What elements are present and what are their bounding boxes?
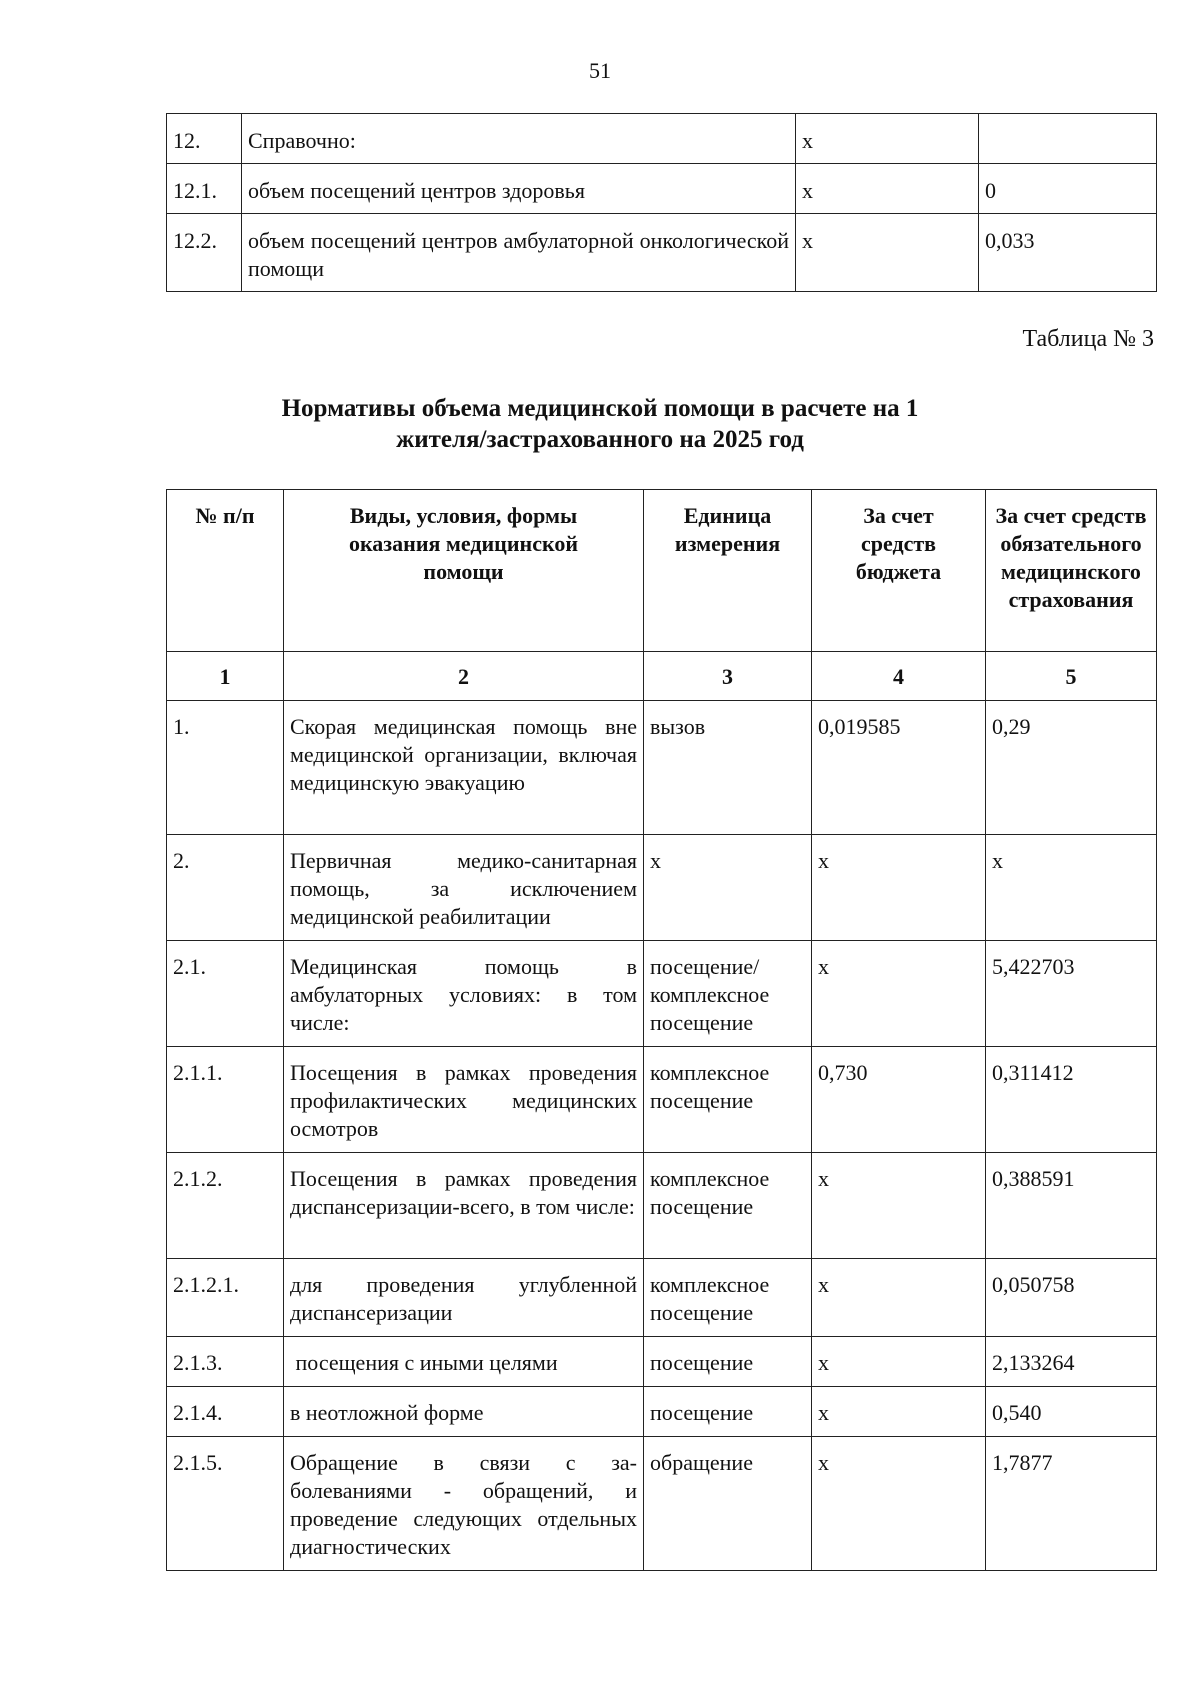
row-number: 12.1.: [167, 164, 242, 214]
row-number: 2.: [167, 835, 284, 941]
table-row: [167, 1047, 1157, 1153]
row-budget: х: [812, 1259, 986, 1337]
row-name: Посещения в рамках проведения профилактических медицинских осмотров: [284, 1047, 644, 1153]
row-unit: вызов: [644, 701, 812, 835]
row-number: 2.1.2.1.: [167, 1259, 284, 1337]
column-number: 4: [812, 652, 986, 701]
header-cell: За счет средств обязательного медицинского страхования: [986, 490, 1157, 652]
header-row: [167, 490, 1157, 652]
row-col4: 0: [979, 164, 1157, 214]
row-budget: х: [812, 941, 986, 1047]
row-unit: х: [644, 835, 812, 941]
header-cell: Единица измерения: [644, 490, 812, 652]
row-name: Медицинская помощь в амбулаторных условиях: в том числе:: [284, 941, 644, 1047]
table-row: [167, 214, 1157, 292]
row-oms: 0,388591: [986, 1153, 1157, 1259]
row-budget: х: [812, 1387, 986, 1437]
row-col3: х: [796, 214, 979, 292]
column-number: 2: [284, 652, 644, 701]
row-number: 2.1.3.: [167, 1337, 284, 1387]
row-oms: 5,422703: [986, 941, 1157, 1047]
row-name: объем посещений центров здоровья: [242, 164, 796, 214]
row-budget: х: [812, 1153, 986, 1259]
table-row: [167, 1387, 1157, 1437]
document-title: [0, 393, 1200, 455]
row-col3: х: [796, 114, 979, 164]
row-number: 2.1.4.: [167, 1387, 284, 1437]
table-row: [167, 1337, 1157, 1387]
column-number: 1: [167, 652, 284, 701]
row-oms: 0,311412: [986, 1047, 1157, 1153]
row-oms: х: [986, 835, 1157, 941]
row-name: Посещения в рамках проведения диспансеризации-всего, в том числе:: [284, 1153, 644, 1259]
row-number: 1.: [167, 701, 284, 835]
header-cell: № п/п: [167, 490, 284, 652]
row-unit: комплексное посещение: [644, 1153, 812, 1259]
row-unit: посещение/ комплексное посещение: [644, 941, 812, 1047]
column-number: 3: [644, 652, 812, 701]
row-oms: 2,133264: [986, 1337, 1157, 1387]
table-row: [167, 1153, 1157, 1259]
page-number: 51: [589, 58, 611, 83]
header-cell: Виды, условия, формы оказания медицинской помощи: [284, 490, 644, 652]
row-number: 2.1.1.: [167, 1047, 284, 1153]
row-name: объем посещений центров амбулаторной онкологической помощи: [242, 214, 796, 292]
row-number: 2.1.5.: [167, 1437, 284, 1571]
reference-table: [166, 113, 1157, 292]
row-oms: 0,29: [986, 701, 1157, 835]
table-row: [167, 701, 1157, 835]
row-unit: обращение: [644, 1437, 812, 1571]
row-unit: посещение: [644, 1387, 812, 1437]
table-row: [167, 164, 1157, 214]
title-line-1: Нормативы объема медицинской помощи в расчете на 1: [281, 395, 919, 422]
column-number: 5: [986, 652, 1157, 701]
row-name: в неотложной форме: [284, 1387, 644, 1437]
row-col4: [979, 114, 1157, 164]
row-unit: комплексное посещение: [644, 1047, 812, 1153]
norms-table: [166, 489, 1157, 1571]
table-row: [167, 1437, 1157, 1571]
table-row: [167, 1259, 1157, 1337]
row-name: Скорая медицинская помощь вне медицинской организации, включая медицинскую эвакуацию: [284, 701, 644, 835]
row-oms: 0,540: [986, 1387, 1157, 1437]
row-budget: х: [812, 1337, 986, 1387]
row-name: Первичная медико-санитарная помощь, за исключением медицинской реабилитации: [284, 835, 644, 941]
column-number-row: [167, 652, 1157, 701]
row-number: 12.: [167, 114, 242, 164]
row-name: Обращение в связи с за-болеваниями - обращений, и проведение следующих отдельных диагностических: [284, 1437, 644, 1571]
title-line-2: жителя/застрахованного на 2025 год: [396, 426, 804, 453]
row-col4: 0,033: [979, 214, 1157, 292]
row-name: Справочно:: [242, 114, 796, 164]
table-row: [167, 114, 1157, 164]
row-name: посещения с иными целями: [284, 1337, 644, 1387]
row-oms: 1,7877: [986, 1437, 1157, 1571]
row-budget: х: [812, 1437, 986, 1571]
table-caption: Таблица № 3: [1022, 326, 1154, 352]
row-budget: 0,730: [812, 1047, 986, 1153]
row-budget: 0,019585: [812, 701, 986, 835]
header-cell: За счет средств бюджета: [812, 490, 986, 652]
row-number: 2.1.2.: [167, 1153, 284, 1259]
table-row: [167, 941, 1157, 1047]
row-name: для проведения углубленной диспансеризации: [284, 1259, 644, 1337]
row-number: 12.2.: [167, 214, 242, 292]
row-oms: 0,050758: [986, 1259, 1157, 1337]
row-number: 2.1.: [167, 941, 284, 1047]
row-unit: посещение: [644, 1337, 812, 1387]
row-budget: х: [812, 835, 986, 941]
table-row: [167, 835, 1157, 941]
row-col3: х: [796, 164, 979, 214]
row-unit: комплексное посещение: [644, 1259, 812, 1337]
